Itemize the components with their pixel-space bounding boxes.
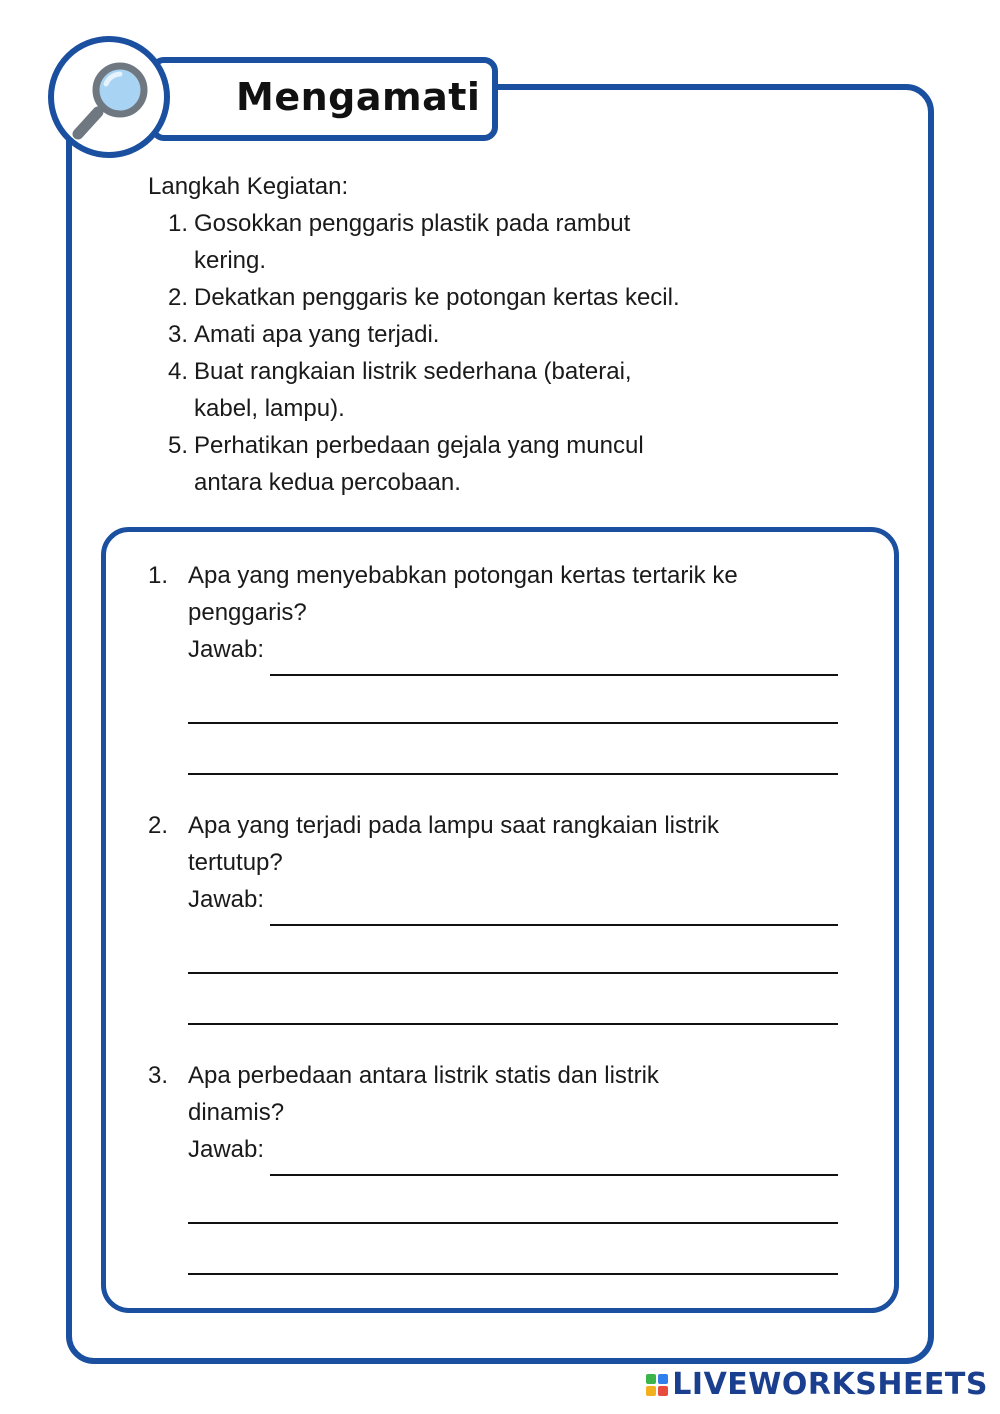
title-box [150,57,498,141]
steps-list [148,205,754,501]
step-number: 1. [168,210,189,237]
step-text-line1: Amati apa yang terjadi. [194,321,440,348]
question-text-line1: Apa yang terjadi pada lampu saat rangkaian listrik [188,812,719,839]
step-number: 4. [168,358,189,385]
step-text-line2: kabel, lampu). [194,395,345,422]
answer-label: Jawab: [188,636,265,663]
step-text-line2: kering. [194,247,267,274]
magnifier-icon [68,54,158,144]
answer-line[interactable] [270,674,838,676]
page-title: Mengamati [236,75,481,119]
brand-name: LIVEWORKSHEETS [672,1367,988,1402]
answer-line[interactable] [188,773,838,775]
step-number: 2. [168,284,189,311]
question-text-line2: penggaris? [188,599,307,626]
answer-line[interactable] [270,924,838,926]
step-item [148,279,754,316]
question-text-line2: tertutup? [188,849,283,876]
step-item [148,205,754,279]
steps-section [148,168,754,501]
step-text-line1: Perhatikan perbedaan gejala yang muncul [194,432,644,459]
answer-label: Jawab: [188,886,265,913]
steps-heading: Langkah Kegiatan: [148,173,349,200]
question-number: 2. [148,812,169,839]
step-number: 5. [168,432,189,459]
step-text-line1: Dekatkan penggaris ke potongan kertas kecil. [194,284,680,311]
liveworksheets-logo-icon [646,1374,668,1396]
footer-brand[interactable] [646,1367,988,1402]
question-text-line2: dinamis? [188,1099,285,1126]
question-number: 1. [148,562,169,589]
step-text-line1: Buat rangkaian listrik sederhana (baterai, [194,358,632,385]
magnifier-badge [48,36,170,158]
answer-line[interactable] [270,1174,838,1176]
answer-line[interactable] [188,1222,838,1224]
step-number: 3. [168,321,189,348]
step-text-line1: Gosokkan penggaris plastik pada rambut [194,210,631,237]
question-text-line1: Apa perbedaan antara listrik statis dan listrik [188,1062,659,1089]
answer-line[interactable] [188,722,838,724]
step-text-line2: antara kedua percobaan. [194,469,461,496]
question-text-line1: Apa yang menyebabkan potongan kertas tertarik ke [188,562,738,589]
step-item [148,353,754,427]
question-number: 3. [148,1062,169,1089]
step-item [148,427,754,501]
answer-line[interactable] [188,1023,838,1025]
answer-line[interactable] [188,1273,838,1275]
answer-line[interactable] [188,972,838,974]
step-item [148,316,754,353]
answer-label: Jawab: [188,1136,265,1163]
